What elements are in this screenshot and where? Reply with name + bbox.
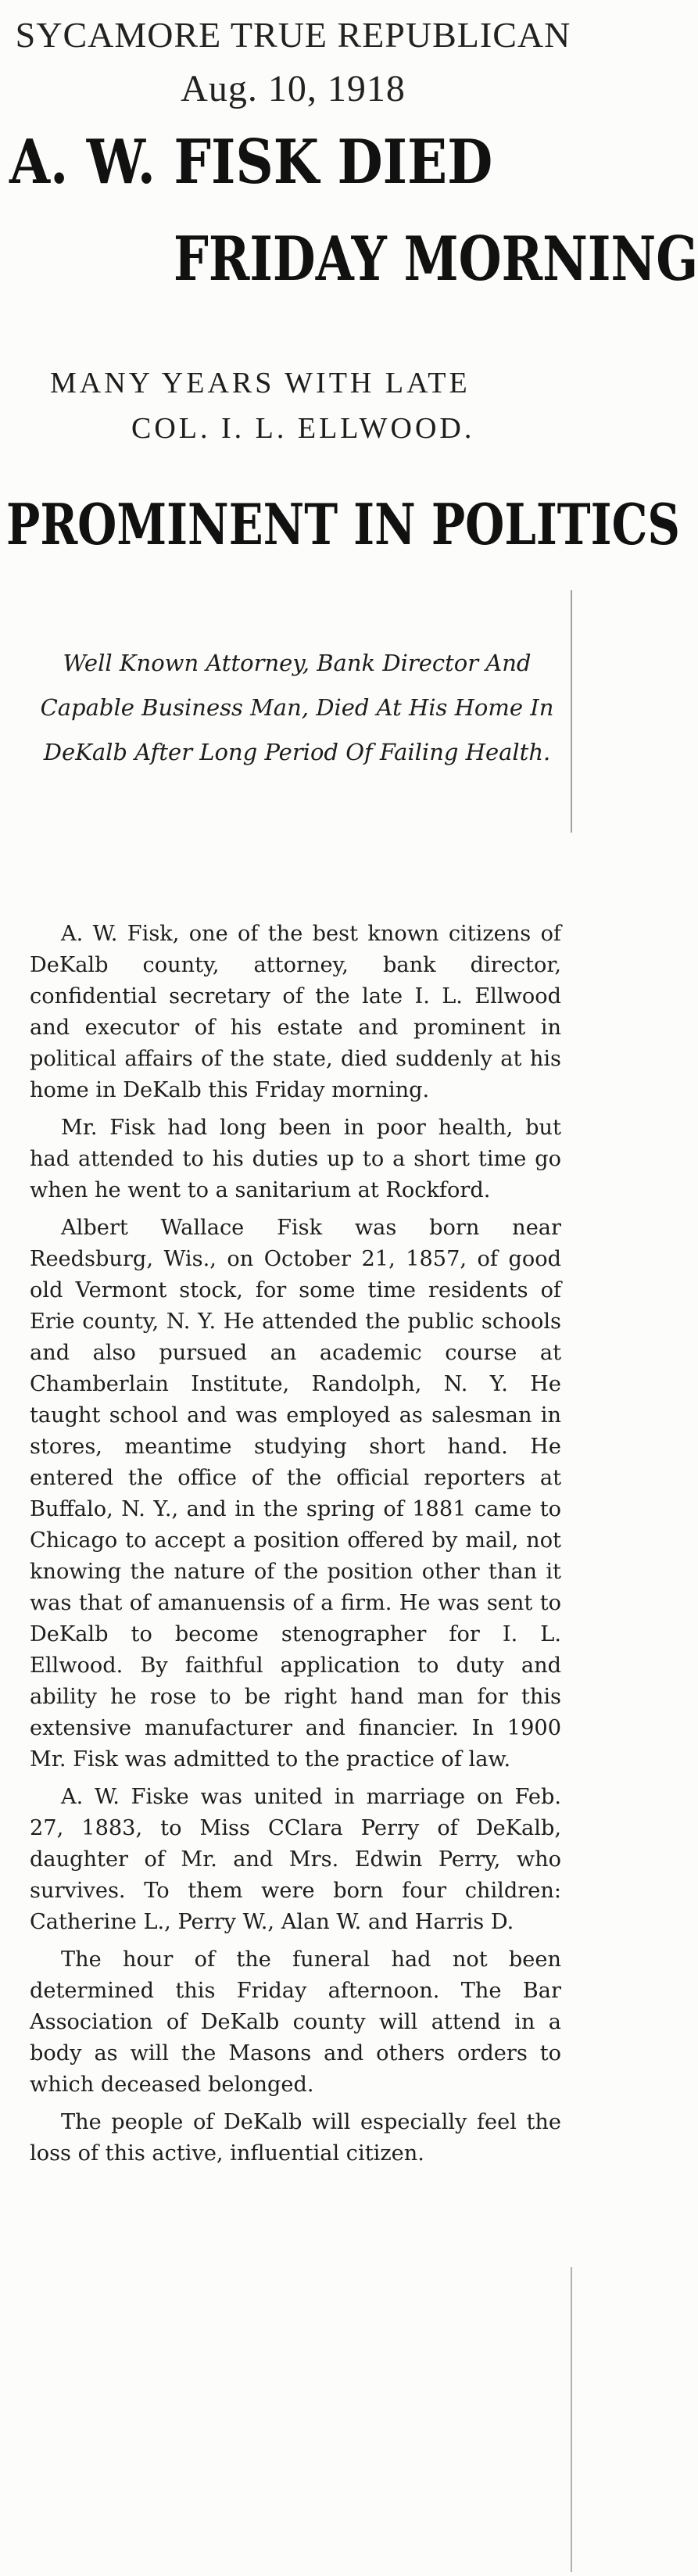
newspaper-name: SYCAMORE TRUE REPUBLICAN [15,15,571,55]
article-paragraph: Albert Wallace Fisk was born near Reedsburg, Wis., on October 21, 1857, of good old Vermont stock, for some time residents of Erie county, N. Y. He attended the public schools and also pursued an academic course at Chamberlain Institute, Randolph, N. Y. He taught school and was employed as salesman in stores, meantime studying short hand. He entered the office of the official reporters at Buffalo, N. Y., and in the spring of 1881 came to Chicago to accept a position offered by mail, not knowing the nature of the position other than it was that of amanuensis of a firm. He was sent to DeKalb to become stenographer for I. L. Ellwood. By faithful application to duty and ability he rose to be right hand man for this extensive manufacturer and financier. In 1900 Mr. Fisk was admitted to the practice of law. [30,1216,561,1772]
article-paragraph: The people of DeKalb will especially feel the loss of this active, influential citizen. [30,2110,561,2166]
article-paragraph: A. W. Fiske was united in marriage on Feb. 27, 1883, to Miss CClara Perry of DeKalb, daughter of Mr. and Mrs. Edwin Perry, who survives. To them were born four children: Catherine L., Perry W., Alan W. and Harris D. [30,1785,561,1934]
article-paragraph: Mr. Fisk had long been in poor health, but had attended to his duties up to a short time go when he went to a sanitarium at Rockford. [30,1116,561,1202]
headline-line-1: A. W. FISK DIED [9,127,493,198]
column-rule [571,590,572,833]
publication-date: Aug. 10, 1918 [181,68,406,109]
article-paragraph: The hour of the funeral had not been determined this Friday afternoon. The Bar Association of DeKalb county will attend in a body as will the Masons and others orders to which deceased belonged. [30,1947,561,2097]
headline-line-2: FRIDAY MORNING [174,224,698,295]
article-paragraph: A. W. Fisk, one of the best known citizens of DeKalb county, attorney, bank director, confidential secretary of the late I. L. Ellwood and executor of his estate and prominent in political affairs of the state, died suddenly at his home in DeKalb this Friday morning. [30,922,561,1102]
article-summary: Well Known Attorney, Bank Director And Capable Business Man, Died At His Home In DeKalb After Long Period Of Failing Health. [40,650,554,765]
secondary-headline: PROMINENT IN POLITICS [6,491,681,557]
column-rule-lower [571,2267,572,2572]
deck-line-2: COL. I. L. ELLWOOD. [131,412,475,445]
article-body [30,919,561,2169]
deck-line-1: MANY YEARS WITH LATE [50,367,471,399]
